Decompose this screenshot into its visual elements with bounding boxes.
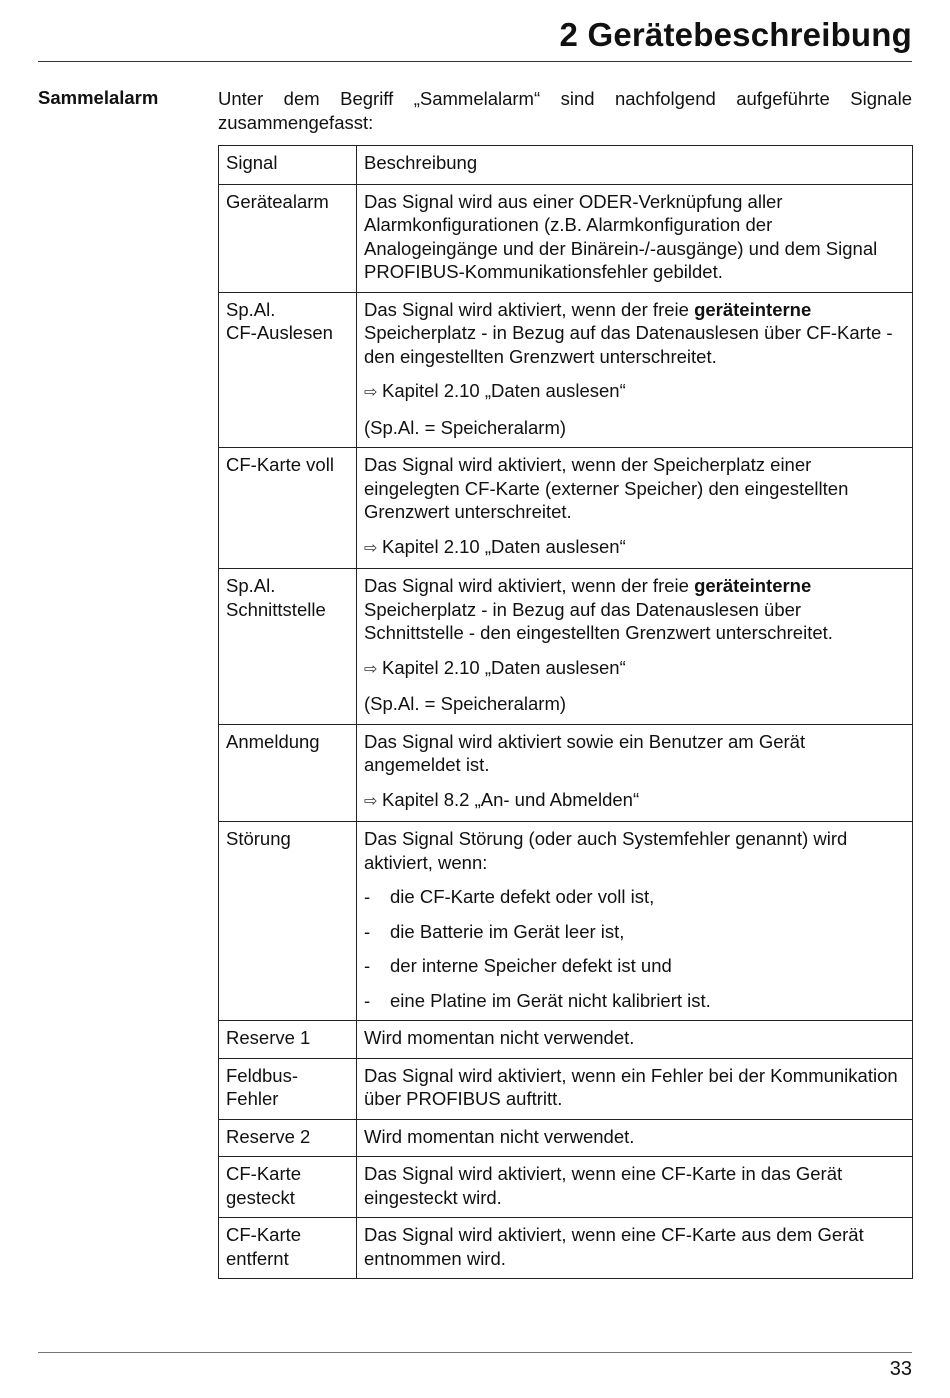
table-row xyxy=(219,184,913,292)
table-row xyxy=(219,1119,913,1157)
signal-cell: Reserve 1 xyxy=(219,1021,357,1059)
description-text: Das Signal wird aktiviert, wenn der freie geräteinterne Speicherplatz - in Bezug auf das Datenauslesen über CF-Karte - den eingestellten Grenzwert unterschreitet. xyxy=(364,298,893,367)
description-cell: Das Signal wird aktiviert, wenn eine CF-Karte aus dem Gerät entnommen wird. xyxy=(357,1218,913,1279)
page-number: 33 xyxy=(889,1358,912,1380)
signal-line: Sp.Al. xyxy=(226,298,276,320)
note: (Sp.Al. = Speicheralarm) xyxy=(364,693,567,714)
signal-table xyxy=(218,145,913,1279)
header-rule xyxy=(38,61,912,62)
signal-cell xyxy=(219,1058,357,1119)
note: (Sp.Al. = Speicheralarm) xyxy=(364,416,567,438)
table-row xyxy=(219,569,913,725)
list-item: - eine Platine im Gerät nicht kalibriert ist. xyxy=(364,989,711,1011)
description-cell: Wird momentan nicht verwendet. xyxy=(357,1119,913,1157)
arrow-right-icon: ⇨ xyxy=(364,792,378,810)
signal-line: Schnittstelle xyxy=(226,598,326,620)
table-row xyxy=(219,448,913,569)
chapter-title: 2 Gerätebeschreibung xyxy=(559,16,912,53)
header-description: Beschreibung xyxy=(357,146,913,185)
table-row xyxy=(219,1058,913,1119)
signal-line: Feldbus- xyxy=(226,1064,298,1086)
chapter-reference: ⇨ Kapitel 2.10 „Daten auslesen“ xyxy=(364,535,905,561)
signal-line: CF-Karte xyxy=(226,1224,302,1245)
signal-cell xyxy=(219,569,357,725)
description-cell xyxy=(357,292,913,448)
arrow-right-icon: ⇨ xyxy=(364,384,378,401)
signal-line: entfernt xyxy=(226,1247,289,1269)
chapter-reference: ⇨ Kapitel 2.10 „Daten auslesen“ xyxy=(364,379,905,405)
description-cell: Das Signal wird aus einer ODER-Verknüpfung aller Alarmkonfigurationen (z.B. Alarmkonfiguration der Analogeingänge und der Binärein-/-ausgänge) und dem Signal PROFIBUS-Kommunikationsfehler gebildet. xyxy=(357,184,913,292)
signal-line: Fehler xyxy=(226,1088,279,1109)
description-cell: Wird momentan nicht verwendet. xyxy=(357,1021,913,1059)
signal-cell: Gerätealarm xyxy=(219,184,357,292)
table-row xyxy=(219,822,913,1021)
signal-cell: CF-Karte voll xyxy=(219,448,357,569)
chapter-reference: ⇨ Kapitel 2.10 „Daten auslesen“ xyxy=(364,656,905,682)
emphasis: geräteinterne xyxy=(694,575,812,596)
table-row xyxy=(219,1218,913,1279)
arrow-right-icon: ⇨ xyxy=(364,660,378,678)
section-label: Sammelalarm xyxy=(38,87,159,108)
signal-cell xyxy=(219,292,357,448)
signal-cell: Reserve 2 xyxy=(219,1119,357,1157)
chapter-reference: ⇨ Kapitel 8.2 „An- und Abmelden“ xyxy=(364,788,905,814)
table-row xyxy=(219,1157,913,1218)
signal-cell xyxy=(219,1157,357,1218)
list-item: - der interne Speicher defekt ist und xyxy=(364,955,672,976)
emphasis: geräteinterne xyxy=(694,298,812,320)
signal-cell: Störung xyxy=(219,822,357,1021)
description-text: Das Signal wird aktiviert, wenn der freie geräteinterne Speicherplatz - in Bezug auf das Datenauslesen über Schnittstelle - den eingestellten Grenzwert unterschreitet. xyxy=(364,575,833,643)
signal-line: CF-Auslesen xyxy=(226,322,333,343)
list-item: - die CF-Karte defekt oder voll ist, xyxy=(364,886,655,907)
signal-line: Sp.Al. xyxy=(226,575,276,596)
table-row xyxy=(219,1021,913,1059)
header-signal: Signal xyxy=(219,146,357,185)
description-text: Das Signal wird aktiviert sowie ein Benutzer am Gerät angemeldet ist. xyxy=(364,730,806,775)
footer-rule xyxy=(38,1352,912,1353)
list-item: - die Batterie im Gerät leer ist, xyxy=(364,920,625,942)
description-cell xyxy=(357,724,913,822)
signal-cell: Anmeldung xyxy=(219,724,357,822)
signal-cell xyxy=(219,1218,357,1279)
description-cell: Das Signal wird aktiviert, wenn eine CF-Karte in das Gerät eingesteckt wird. xyxy=(357,1157,913,1218)
description-cell: Das Signal wird aktiviert, wenn ein Fehler bei der Kommunikation über PROFIBUS auftritt. xyxy=(357,1058,913,1119)
description-cell xyxy=(357,822,913,1021)
description-text: Das Signal Störung (oder auch Systemfehler genannt) wird aktiviert, wenn: xyxy=(364,828,848,873)
arrow-right-icon: ⇨ xyxy=(364,539,378,557)
intro-paragraph: Unter dem Begriff „Sammelalarm“ sind nachfolgend aufgeführte Signale zusammengefasst: xyxy=(218,88,912,133)
table-row xyxy=(219,724,913,822)
description-text: Das Signal wird aktiviert, wenn der Speicherplatz einer eingelegten CF-Karte (externer Speicher) den eingestellten Grenzwert unterschreitet. xyxy=(364,454,849,522)
description-cell xyxy=(357,569,913,725)
description-cell xyxy=(357,448,913,569)
table-row xyxy=(219,292,913,448)
table-header-row xyxy=(219,146,913,185)
signal-line: CF-Karte xyxy=(226,1163,302,1184)
signal-line: gesteckt xyxy=(226,1186,295,1208)
